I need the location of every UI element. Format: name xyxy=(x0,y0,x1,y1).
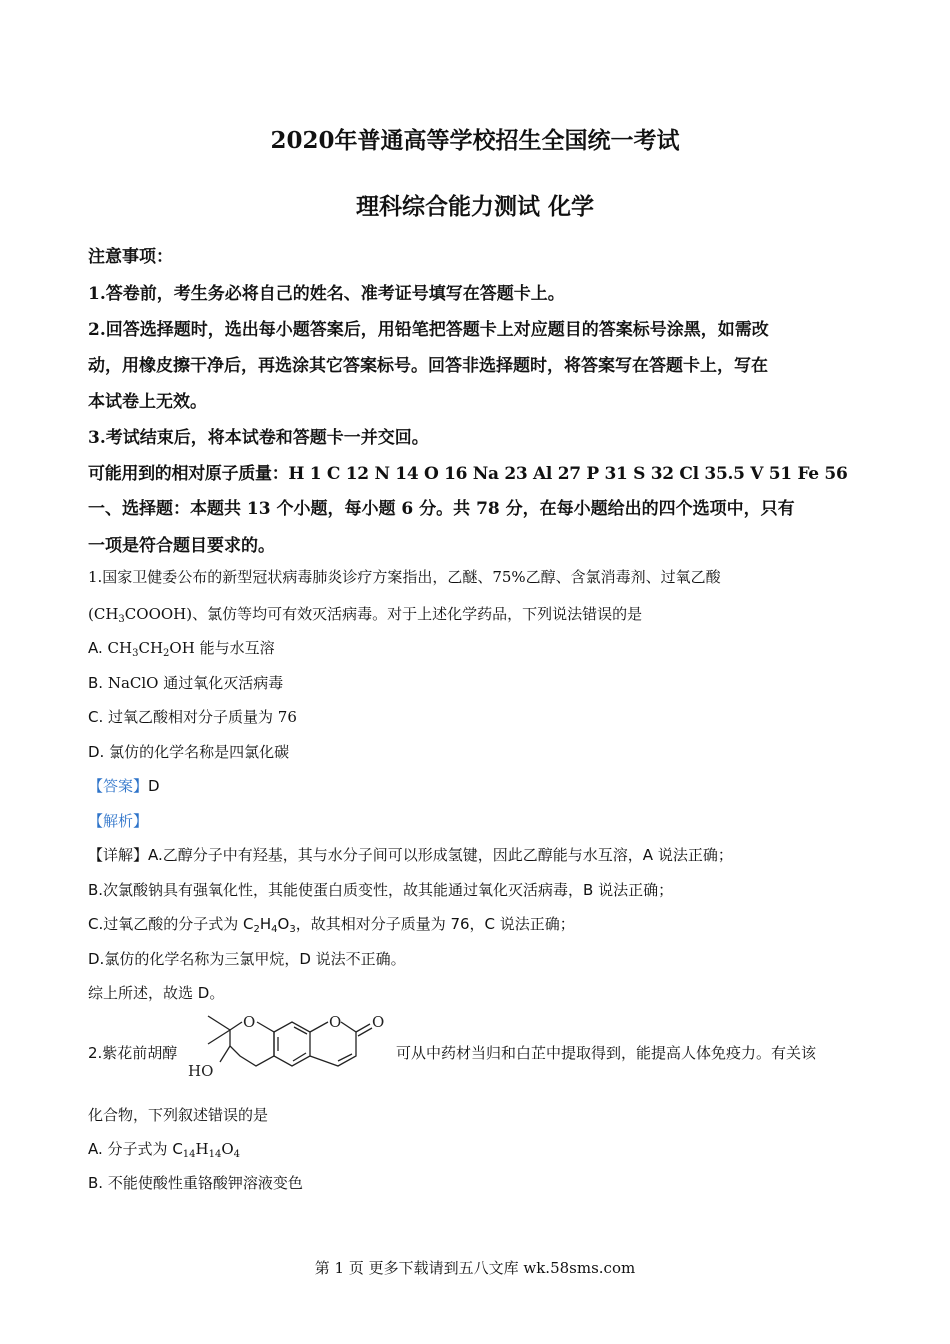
q1-detail-b: B.次氯酸钠具有强氧化性，其能使蛋白质变性，故其能通过氧化灭活病毒，B 说法正确； xyxy=(88,881,674,899)
q2-option-b: B. 不能使酸性重铬酸钾溶液变色 xyxy=(88,1174,303,1192)
q1-detail-c: C.过氧乙酸的分子式为 $C_2H_4O_3$，故其相对分子质量为 76，C 说法正确； xyxy=(88,915,575,935)
page-footer: 第 1 页 更多下载请到五八文库 wk.58sms.com xyxy=(314,1259,636,1277)
q1-option-a: A. $CH_3CH_2OH$ 能与水互溶 xyxy=(88,639,275,659)
q1-conclusion: 综上所述，故选 D。 xyxy=(88,984,225,1002)
atomic-masses: 可能用到的相对原子质量：H 1 C 12 N 14 O 16 Na 23 Al 27 P 31 S 32 Cl 35.5 V 51 Fe 56 xyxy=(88,464,848,484)
methyl-bond-2 xyxy=(208,1030,230,1044)
oxygen-label-1: O xyxy=(243,1013,256,1031)
q1-stem-line-1: 1.国家卫健委公布的新型冠状病毒肺炎诊疗方案指出，乙醚、75%乙醇、含氯消毒剂、过氧乙酸 xyxy=(88,568,721,586)
q2-stem-start: 2.紫花前胡醇 xyxy=(88,1044,178,1062)
q2-stem-line-2: 化合物，下列叙述错误的是 xyxy=(88,1106,269,1124)
answer-value: D xyxy=(148,777,160,795)
q1-answer xyxy=(88,775,160,796)
q1-detail-d: D.氯仿的化学名称为三氯甲烷，D 说法不正确。 xyxy=(88,950,406,968)
q1-option-c: C. 过氧乙酸相对分子质量为 76 xyxy=(88,708,297,726)
notice-item-2-line-2: 动，用橡皮擦干净后，再选涂其它答案标号。回答非选择题时，将答案写在答题卡上，写在 xyxy=(88,356,768,376)
section-heading-line-1: 一、选择题：本题共 13 个小题，每小题 6 分。共 78 分，在每小题给出的四个选项中，只有 xyxy=(88,499,795,519)
oxygen-label-2: O xyxy=(329,1013,342,1031)
q1-option-b: B. NaClO 通过氧化灭活病毒 xyxy=(88,674,284,692)
exam-title: 2020年普通高等学校招生全国统一考试 xyxy=(270,127,680,154)
bond-c-o1 xyxy=(230,1022,242,1030)
q1-option-d: D. 氯仿的化学名称是四氯化碳 xyxy=(88,743,290,761)
benzene-ring xyxy=(274,1022,310,1066)
notice-item-2-line-1: 2.回答选择题时，选出每小题答案后，用铅笔把答题卡上对应题目的答案标号涂黑，如需改 xyxy=(88,320,769,340)
hydroxyl-label: HO xyxy=(188,1062,214,1080)
notice-item-3: 3.考试结束后，将本试卷和答题卡一并交回。 xyxy=(88,428,429,448)
q1-stem-line-2: $(CH_3COOOH)$、氯仿等均可有效灭活病毒。对于上述化学药品，下列说法错误的是 xyxy=(88,605,643,625)
notice-item-2-line-3: 本试卷上无效。 xyxy=(88,392,207,412)
bond-c-oh xyxy=(220,1046,230,1062)
methyl-bond-1 xyxy=(208,1016,230,1030)
exam-subtitle: 理科综合能力测试 化学 xyxy=(355,193,594,220)
q2-structure-diagram xyxy=(180,1010,390,1084)
q1-detail-a: 【详解】A.乙醇分子中有羟基，其与水分子间可以形成氢键，因此乙醇能与水互溶，A 说法正确； xyxy=(88,846,733,864)
q1-analysis-tag: 【解析】 xyxy=(88,812,149,830)
q2-stem-end: 可从中药材当归和白芷中提取得到，能提高人体免疫力。有关该 xyxy=(396,1044,817,1062)
bond-c-o2 xyxy=(310,1022,328,1032)
notice-heading: 注意事项： xyxy=(88,247,173,267)
benzene-double-1 xyxy=(294,1027,307,1034)
section-heading-line-2: 一项是符合题目要求的。 xyxy=(88,536,275,556)
q2-option-a: A. 分子式为 $C_{14}H_{14}O_4$ xyxy=(88,1140,241,1160)
notice-item-1: 1.答卷前，考生务必将自己的姓名、准考证号填写在答题卡上。 xyxy=(88,284,565,304)
oxygen-label-3: O xyxy=(372,1013,385,1031)
answer-tag: 【答案】 xyxy=(88,777,149,795)
